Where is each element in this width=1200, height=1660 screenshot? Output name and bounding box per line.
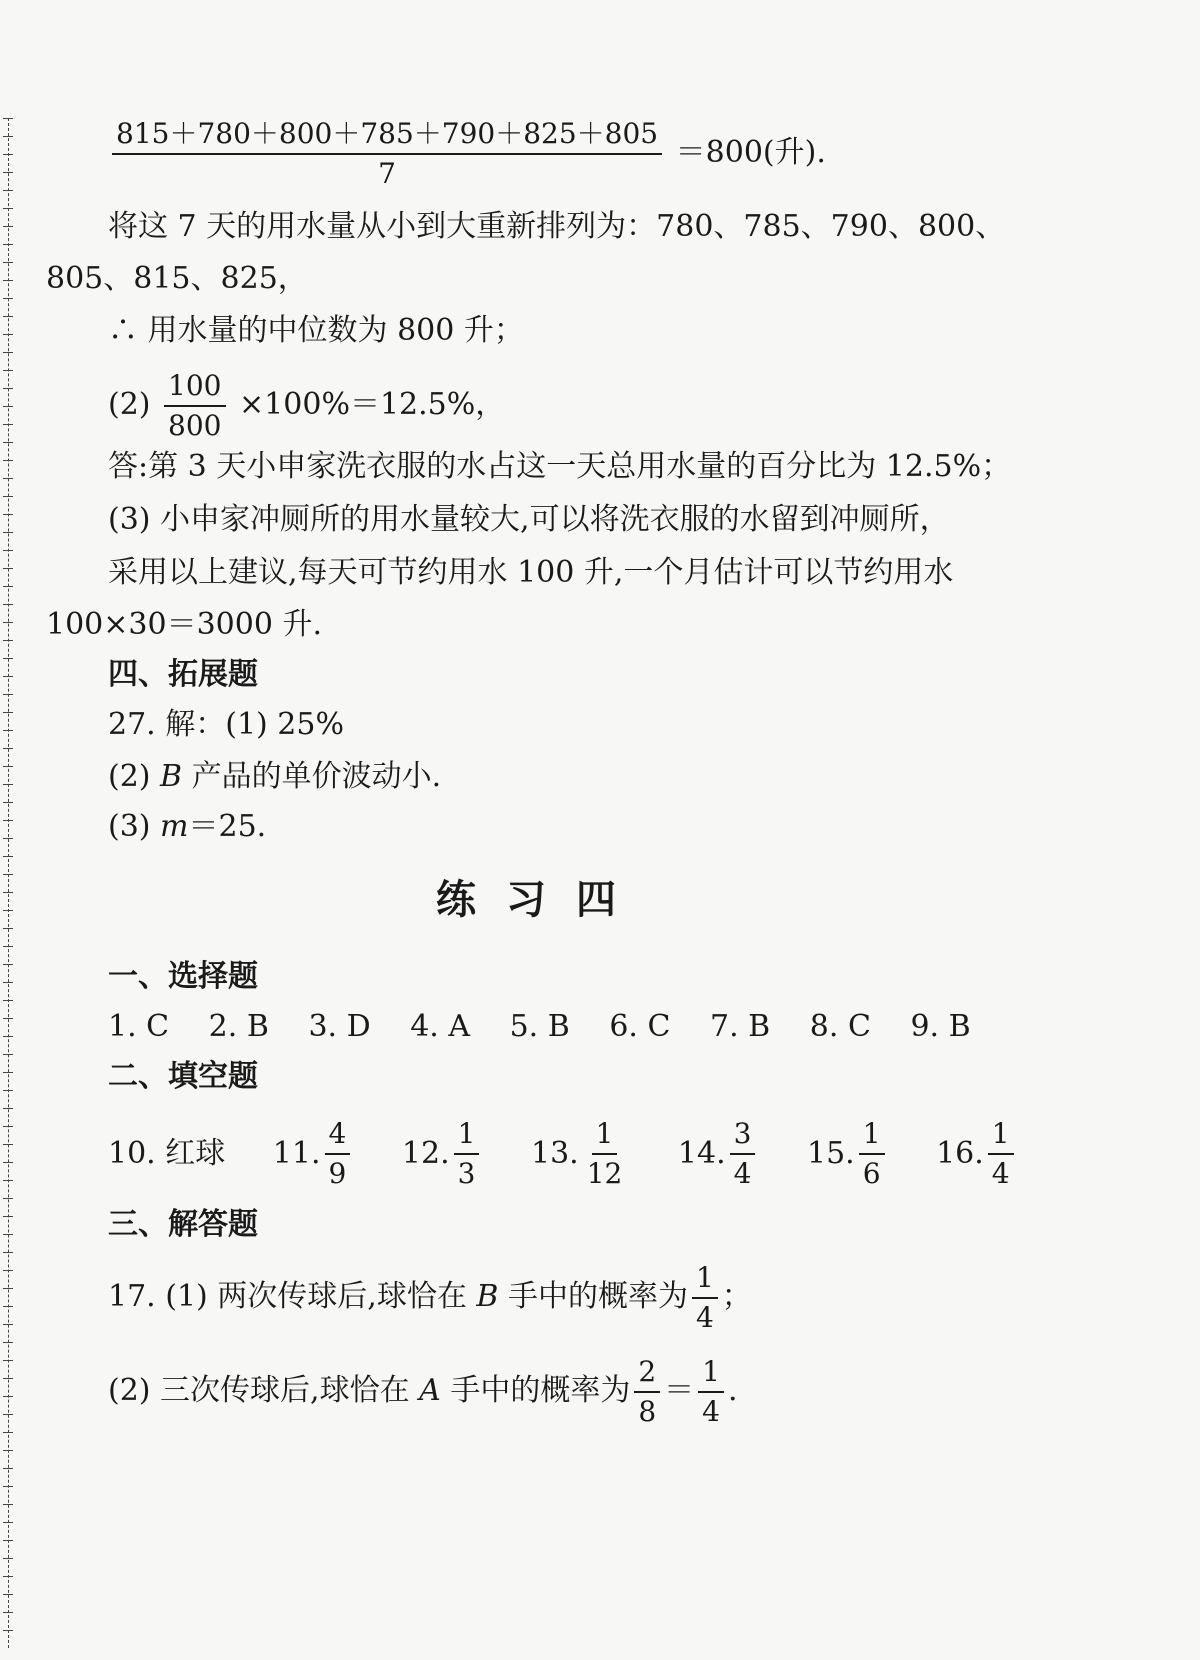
median-line: ∴ 用水量的中位数为 800 升； — [108, 313, 524, 348]
fill-numerator: 1 — [592, 1118, 618, 1155]
binding-tick — [3, 874, 13, 875]
fill-answers — [108, 1118, 1056, 1190]
binding-tick — [3, 838, 13, 839]
binding-tick — [3, 1144, 13, 1145]
binding-tick — [3, 1252, 13, 1253]
q17-fraction-1 — [692, 1262, 718, 1334]
binding-tick — [3, 280, 13, 281]
binding-tick — [3, 1054, 13, 1055]
binding-tick — [3, 1090, 13, 1091]
fill-fraction — [325, 1118, 351, 1190]
binding-tick — [3, 964, 13, 965]
binding-tick — [3, 532, 13, 533]
percent-numerator: 100 — [164, 370, 225, 407]
binding-tick — [3, 442, 13, 443]
binding-tick — [3, 1504, 13, 1505]
q27-line-3 — [108, 809, 267, 844]
part3-line: (3) 小申家冲厕所的用水量较大,可以将洗衣服的水留到冲厕所， — [108, 502, 950, 537]
binding-tick — [3, 622, 13, 623]
binding-tick — [3, 136, 13, 137]
binding-tick — [3, 604, 13, 605]
binding-tick — [3, 118, 13, 119]
binding-tick — [3, 1414, 13, 1415]
q27-part3-text: ＝25. — [188, 809, 267, 844]
mean-denominator: 7 — [378, 157, 396, 191]
fill-fraction — [583, 1118, 627, 1190]
binding-tick — [3, 982, 13, 983]
q17-numerator: 1 — [698, 1356, 724, 1393]
choice-answer: 6. C — [609, 1009, 671, 1044]
q17-line-1 — [108, 1262, 752, 1334]
fill-answer — [531, 1118, 630, 1190]
fill-fraction — [988, 1118, 1014, 1190]
percent-prefix: (2) — [108, 387, 151, 423]
fill-numerator: 1 — [454, 1118, 480, 1155]
fill-numerator: 1 — [988, 1118, 1014, 1155]
binding-tick — [3, 1072, 13, 1073]
fill-denominator: 4 — [991, 1157, 1010, 1191]
percent-formula — [108, 370, 505, 442]
binding-tick — [3, 298, 13, 299]
binding-tick — [3, 262, 13, 263]
binding-line — [8, 118, 21, 1648]
binding-tick — [3, 730, 13, 731]
binding-tick — [3, 748, 13, 749]
binding-tick — [3, 1432, 13, 1433]
q17-part2-text: (2) 三次传球后,球恰在 — [108, 1373, 420, 1409]
binding-tick — [3, 802, 13, 803]
q17-part2-text-2: 手中的概率为 — [440, 1373, 631, 1409]
binding-tick — [3, 172, 13, 173]
binding-tick — [3, 388, 13, 389]
binding-tick — [3, 514, 13, 515]
binding-tick — [3, 370, 13, 371]
fill-denominator: 12 — [586, 1157, 623, 1191]
binding-tick — [3, 1234, 13, 1235]
binding-tick — [3, 1540, 13, 1541]
q27-line-2 — [108, 759, 442, 794]
binding-tick — [3, 460, 13, 461]
binding-tick — [3, 226, 13, 227]
binding-tick — [3, 1198, 13, 1199]
binding-tick — [3, 1630, 13, 1631]
q17-denominator: 4 — [695, 1301, 714, 1335]
fill-answer-10: 10. 红球 — [108, 1136, 226, 1172]
binding-tick — [3, 1324, 13, 1325]
fill-answer — [678, 1118, 760, 1190]
binding-tick — [3, 1558, 13, 1559]
binding-tick — [3, 424, 13, 425]
binding-tick — [3, 316, 13, 317]
binding-tick — [3, 1036, 13, 1037]
binding-tick — [3, 1468, 13, 1469]
binding-tick — [3, 928, 13, 929]
choice-answer: 1. C — [108, 1009, 170, 1044]
q17-part1-text-2: 手中的概率为 — [498, 1279, 688, 1315]
sorted-line-2: 805、815、825， — [46, 261, 308, 296]
suggestion-line-1: 采用以上建议,每天可节约用水 100 升,一个月估计可以节约用水 — [108, 555, 954, 590]
binding-tick — [3, 568, 13, 569]
fill-label: 11. — [272, 1136, 321, 1172]
binding-tick — [3, 1342, 13, 1343]
binding-tick — [3, 1000, 13, 1001]
fill-denominator: 4 — [733, 1157, 752, 1191]
fill-denominator: 3 — [457, 1157, 476, 1191]
q17-part1-text: 17. (1) 两次传球后,球恰在 — [108, 1279, 477, 1315]
choice-answer: 2. B — [208, 1009, 269, 1044]
mean-result: ＝800(升). — [675, 135, 826, 171]
binding-tick — [3, 154, 13, 155]
mean-numerator: 815＋780＋800＋785＋790＋825＋805 — [112, 118, 662, 155]
fill-label: 15. — [806, 1136, 855, 1172]
percent-suffix: ×100%＝12.5%， — [239, 387, 506, 423]
binding-tick — [3, 1216, 13, 1217]
binding-tick — [3, 190, 13, 191]
fill-label: 16. — [936, 1136, 984, 1172]
section-fill-heading: 二、填空题 — [108, 1059, 258, 1094]
fill-fraction — [454, 1118, 480, 1190]
q27-line-1: 27. 解：(1) 25% — [108, 707, 344, 742]
binding-tick — [3, 1396, 13, 1397]
fill-denominator: 6 — [862, 1157, 881, 1191]
binding-tick — [3, 478, 13, 479]
q27-part2-text: 产品的单价波动小. — [182, 759, 442, 794]
fill-numerator: 1 — [859, 1118, 885, 1155]
binding-tick — [3, 352, 13, 353]
binding-tick — [3, 586, 13, 587]
binding-tick — [3, 1018, 13, 1019]
binding-tick — [3, 244, 13, 245]
fill-label: 12. — [401, 1136, 450, 1172]
answer-line: 答:第 3 天小申家洗衣服的水占这一天总用水量的百分比为 12.5%； — [108, 449, 1012, 484]
fill-label: 13. — [530, 1136, 579, 1172]
fill-answer — [807, 1118, 889, 1190]
q17-denominator: 8 — [638, 1395, 657, 1429]
fill-denominator: 9 — [328, 1157, 347, 1191]
percent-denominator: 800 — [168, 409, 222, 443]
fill-fraction — [859, 1118, 885, 1190]
binding-tick — [3, 892, 13, 893]
binding-tick — [3, 820, 13, 821]
choice-answer: 4. A — [410, 1009, 471, 1044]
choice-answer: 5. B — [509, 1009, 570, 1044]
q17-fraction-2 — [634, 1356, 660, 1428]
binding-tick — [3, 550, 13, 551]
choice-answers — [108, 1009, 1001, 1044]
choice-answer: 3. D — [308, 1009, 371, 1044]
section-solution-heading: 三、解答题 — [108, 1207, 258, 1242]
binding-tick — [3, 712, 13, 713]
binding-tick — [3, 1576, 13, 1577]
mean-fraction — [112, 118, 662, 190]
section-choice-heading: 一、选择题 — [108, 959, 258, 994]
binding-tick — [3, 784, 13, 785]
choice-answer: 7. B — [710, 1009, 771, 1044]
binding-tick — [3, 1594, 13, 1595]
section-title: 练习四 — [436, 877, 646, 923]
fill-answer — [402, 1118, 484, 1190]
q27-part3-label: (3) — [108, 809, 161, 844]
binding-tick — [3, 1450, 13, 1451]
fill-fraction — [730, 1118, 756, 1190]
binding-tick — [3, 406, 13, 407]
binding-tick — [3, 334, 13, 335]
suggestion-line-2: 100×30＝3000 升. — [46, 607, 322, 642]
q17-part1-end: ； — [721, 1279, 752, 1315]
fill-numerator: 3 — [730, 1118, 756, 1155]
mean-formula — [108, 118, 826, 190]
q17-equals: ＝ — [664, 1373, 695, 1409]
binding-tick — [3, 1378, 13, 1379]
binding-tick — [3, 208, 13, 209]
binding-tick — [3, 658, 13, 659]
binding-tick — [3, 1108, 13, 1109]
binding-tick — [3, 676, 13, 677]
q17-variable-a: A — [419, 1373, 441, 1409]
binding-tick — [3, 640, 13, 641]
q27-variable-m: m — [160, 809, 189, 844]
q17-part2-end: . — [727, 1373, 738, 1409]
q17-fraction-3 — [698, 1356, 724, 1428]
binding-tick — [3, 1180, 13, 1181]
q17-line-2 — [108, 1356, 738, 1428]
binding-tick — [3, 1306, 13, 1307]
section-extension-heading: 四、拓展题 — [108, 657, 258, 692]
binding-tick — [3, 766, 13, 767]
choice-answer: 9. B — [910, 1009, 971, 1044]
q17-denominator: 4 — [702, 1395, 720, 1429]
percent-fraction — [164, 370, 225, 442]
choice-answer: 8. C — [809, 1009, 871, 1044]
q17-variable-b: B — [476, 1279, 499, 1315]
q27-variable-b: B — [160, 759, 183, 794]
binding-tick — [3, 1126, 13, 1127]
fill-answer — [273, 1118, 355, 1190]
binding-tick — [3, 1522, 13, 1523]
binding-tick — [3, 1486, 13, 1487]
fill-label: 14. — [677, 1136, 726, 1172]
binding-tick — [3, 1612, 13, 1613]
binding-tick — [3, 1270, 13, 1271]
binding-tick — [3, 1360, 13, 1361]
sorted-line-1: 将这 7 天的用水量从小到大重新排列为：780、785、790、800、 — [108, 209, 1006, 244]
binding-tick — [3, 496, 13, 497]
fill-answer — [936, 1118, 1018, 1190]
q17-numerator: 1 — [692, 1262, 718, 1299]
binding-tick — [3, 910, 13, 911]
binding-tick — [3, 856, 13, 857]
binding-tick — [3, 946, 13, 947]
q17-numerator: 2 — [634, 1356, 660, 1393]
binding-tick — [3, 1162, 13, 1163]
binding-tick — [3, 1288, 13, 1289]
binding-tick — [3, 694, 13, 695]
q27-part2-label: (2) — [108, 759, 161, 794]
fill-numerator: 4 — [325, 1118, 351, 1155]
